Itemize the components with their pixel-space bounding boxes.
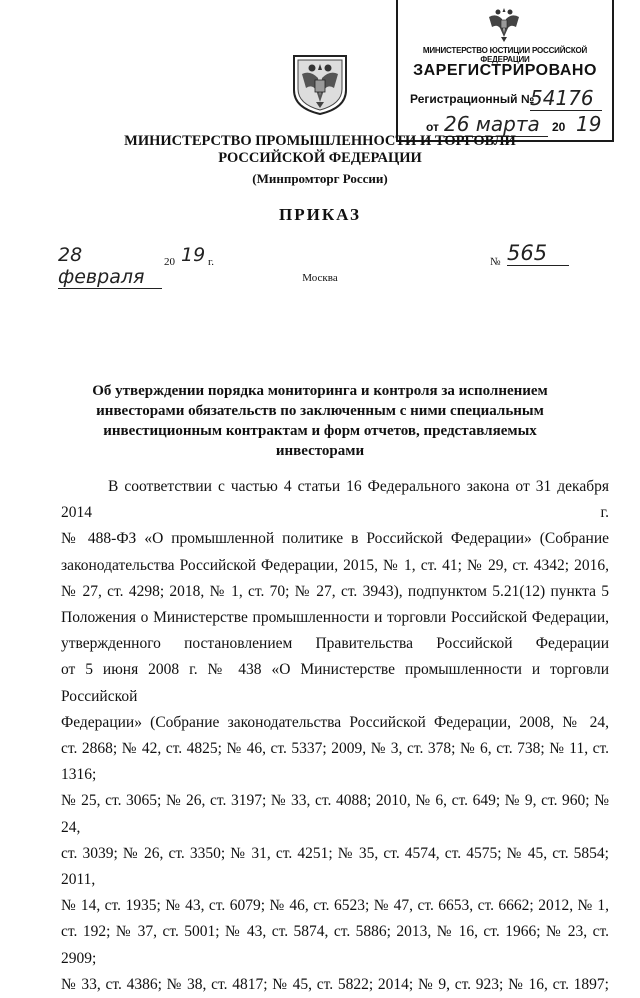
body-line: № 488-ФЗ «О промышленной политике в Российской Федерации» (Собрание [61, 530, 609, 548]
ministry-name [90, 133, 550, 167]
ministry-short-name: (Минпромторг России) [252, 171, 388, 186]
body-line: ст. 2868; № 42, ст. 4825; № 46, ст. 5337; 2009, № 3, ст. 378; № 6, ст. 738; № 11, ст. 1316; [61, 740, 609, 784]
body-line: № 33, ст. 4386; № 38, ст. 4817; № 45, ст. 5822; 2014; № 9, ст. 923; № 16, ст. 1897; [61, 975, 609, 993]
registration-stamp [396, 0, 614, 142]
order-year-suffix: г. [208, 256, 215, 268]
body-line: Положения о Министерстве промышленности и торговли Российской Федерации, [61, 609, 609, 627]
body-line: законодательства Российской Федерации, 2015, № 1, ст. 41; № 29, ст. 4342; 2016, [61, 556, 609, 574]
body-line: № 27, ст. 4298; 2018, № 1, ст. 70; № 27, ст. 3943), подпунктом 5.21(12) пункта 5 [61, 582, 609, 600]
body-line: № 14, ст. 1935; № 43, ст. 6079; № 46, ст. 6523; № 47, ст. 6653, ст. 6662; 2012, № 1, [61, 897, 609, 915]
stamp-emblem-icon [486, 3, 522, 43]
ministry-line-1: МИНИСТЕРСТВО ПРОМЫШЛЕННОСТИ И ТОРГОВЛИ [124, 133, 516, 149]
body-line: В соответствии с частью 4 статьи 16 Федерального закона от 31 декабря 2014 г. [61, 478, 609, 522]
stamp-year-handwritten: 19 [576, 112, 602, 136]
body-line: от 5 июня 2008 г. № 438 «О Министерстве промышленности и торговли Российской [61, 661, 609, 705]
stamp-reg-label: Регистрационный № [410, 92, 535, 106]
body-line: утвержденного постановлением Правительства Российской Федерации [61, 635, 609, 653]
stamp-date-prefix: от [426, 120, 439, 134]
stamp-ministry-text: МИНИСТЕРСТВО ЮСТИЦИИ РОССИЙСКОЙ ФЕДЕРАЦИИ [422, 46, 588, 64]
title-line-3: инвестиционным контрактам и форм отчетов, представляемых инвесторами [103, 423, 537, 459]
ministry-line-2: РОССИЙСКОЙ ФЕДЕРАЦИИ [218, 150, 422, 166]
body-line: № 25, ст. 3065; № 26, ст. 3197; № 33, ст. 4088; 2010, № 6, ст. 649; № 9, ст. 960; № 24, [61, 792, 609, 836]
document-type: ПРИКАЗ [279, 205, 361, 224]
order-year-prefix: 20 [164, 256, 175, 268]
document-title [70, 381, 570, 461]
coat-of-arms-emblem [290, 52, 350, 116]
title-line-1: Об утверждении порядка мониторинга и контроля за исполнением [92, 383, 548, 399]
stamp-status: ЗАРЕГИСТРИРОВАНО [413, 62, 597, 79]
order-year-handwritten: 19 [181, 244, 206, 266]
stamp-date-handwritten: 26 марта [444, 112, 548, 137]
body-line: ст. 192; № 37, ст. 5001; № 43, ст. 5874, ст. 5886; 2013, № 16, ст. 1966; № 23, ст. 2909; [61, 923, 609, 967]
order-number-handwritten: 565 [507, 241, 569, 266]
title-line-2: инвесторами обязательств по заключенным с ними специальным [96, 403, 544, 419]
body-line: Федерации» (Собрание законодательства Российской Федерации, 2008, № 24, [61, 713, 609, 731]
body-line: ст. 3039; № 26, ст. 3350; № 31, ст. 4251; № 35, ст. 4574, ст. 4575; № 45, ст. 5854; 2011, [61, 844, 609, 889]
order-city: Москва [302, 272, 338, 284]
stamp-reg-number: 54176 [530, 86, 602, 111]
order-date-handwritten: 28 февраля [58, 244, 162, 289]
order-number-label: № [490, 256, 501, 268]
stamp-year-prefix: 20 [552, 120, 566, 134]
document-body [61, 474, 609, 998]
